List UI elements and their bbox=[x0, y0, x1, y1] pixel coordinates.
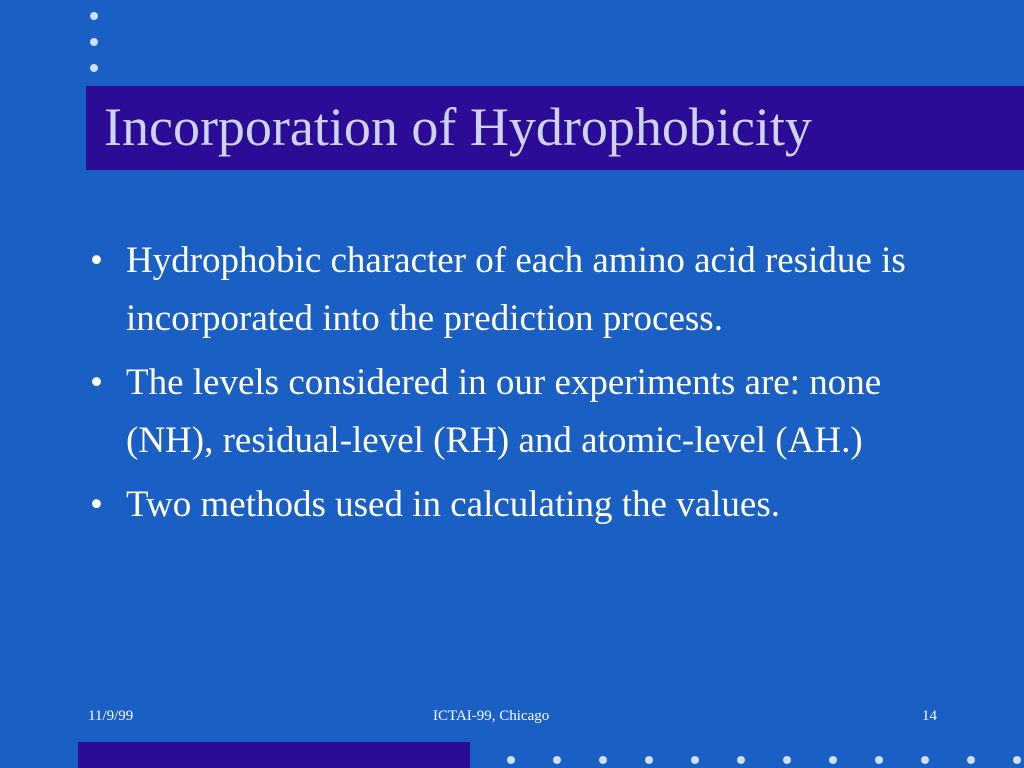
footer-center-text: ICTAI-99, Chicago bbox=[433, 708, 550, 724]
bullet-item bbox=[90, 232, 910, 348]
bullet-text: Hydrophobic character of each amino acid residue is incorporated into the prediction process. bbox=[126, 240, 906, 339]
bullet-marker: • bbox=[90, 240, 103, 281]
decorative-dot bbox=[90, 38, 98, 46]
decorative-dot bbox=[507, 756, 515, 764]
decorative-dot bbox=[691, 756, 699, 764]
decorative-dot bbox=[599, 756, 607, 764]
footer-date: 11/9/99 bbox=[88, 708, 134, 724]
decorative-dot bbox=[829, 756, 837, 764]
decorative-dot bbox=[1013, 756, 1021, 764]
decorative-dot bbox=[875, 756, 883, 764]
bullet-text: The levels considered in our experiments are: none (NH), residual-level (RH) and atomic-level (AH.) bbox=[126, 362, 882, 461]
decorative-dot bbox=[553, 756, 561, 764]
decorative-dot bbox=[645, 756, 653, 764]
decorative-dot bbox=[967, 756, 975, 764]
bullet-item bbox=[90, 354, 910, 470]
decorative-dot bbox=[783, 756, 791, 764]
decorative-dot bbox=[921, 756, 929, 764]
slide-title: Incorporation of Hydrophobicity bbox=[104, 97, 812, 157]
decorative-dot bbox=[90, 12, 98, 20]
decorative-dot bbox=[737, 756, 745, 764]
bottom-bar bbox=[78, 742, 470, 768]
bullet-text: Two methods used in calculating the values. bbox=[126, 484, 781, 525]
bullet-list bbox=[90, 232, 910, 540]
bullet-marker: • bbox=[90, 484, 103, 525]
bullet-marker: • bbox=[90, 362, 103, 403]
bullet-item bbox=[90, 476, 910, 534]
footer-page-number: 14 bbox=[922, 708, 937, 724]
decorative-dot bbox=[90, 64, 98, 72]
